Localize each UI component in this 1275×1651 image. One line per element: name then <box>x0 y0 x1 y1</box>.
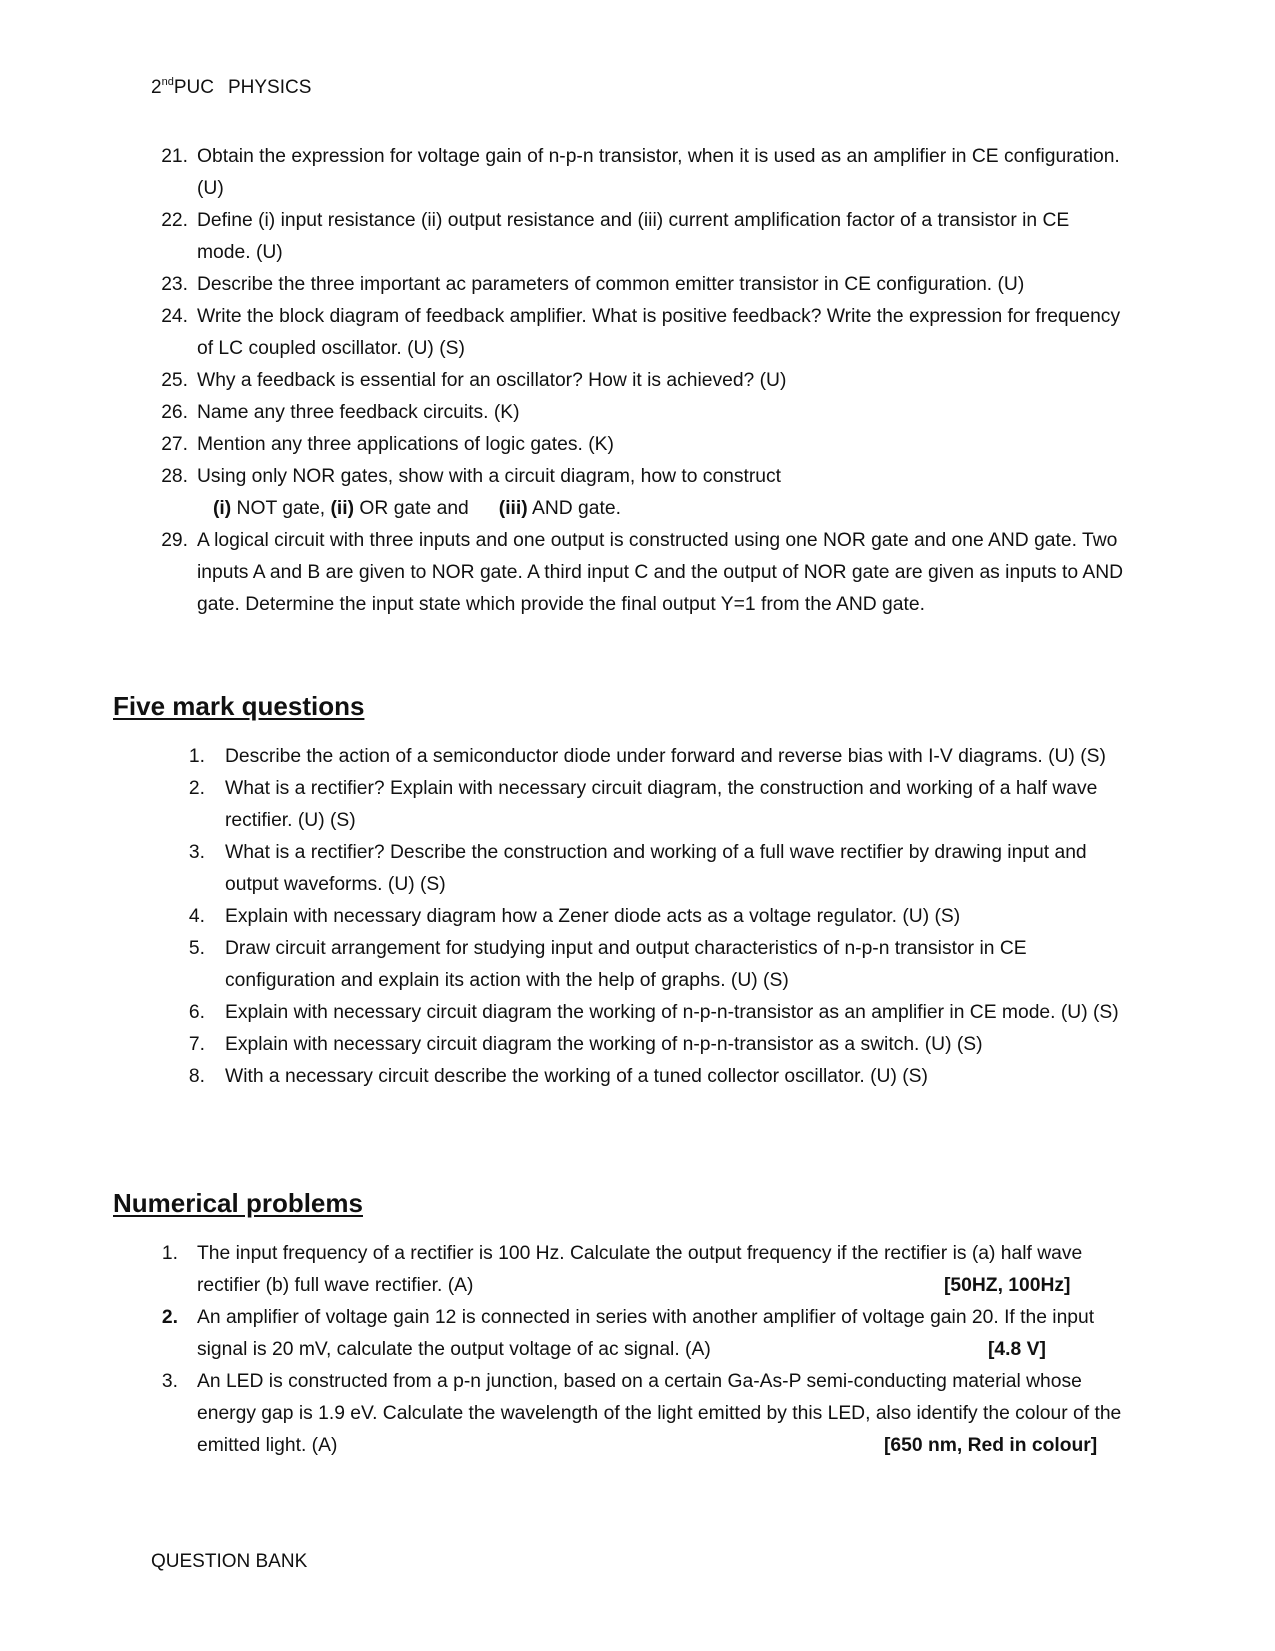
list-item <box>0 141 1275 205</box>
page-footer: QUESTION BANK <box>151 1551 308 1572</box>
list-item <box>0 1029 1275 1061</box>
item-number: 21. <box>161 146 188 167</box>
item-number: 3. <box>161 1371 178 1392</box>
option-iii-label: (iii) <box>498 498 528 519</box>
item-number: 22. <box>161 210 188 231</box>
list-item <box>0 365 1275 397</box>
item-number: 1. <box>188 746 205 767</box>
item-number: 7. <box>188 1034 205 1055</box>
header-course: PUC <box>173 77 214 98</box>
header-superscript: nd <box>161 76 174 88</box>
section-title-numerical: Numerical problems <box>113 1188 363 1218</box>
item-text: Explain with necessary diagram how a Zener diode acts as a voltage regulator. (U) (S) <box>225 906 961 927</box>
question-list-continued <box>0 141 1275 621</box>
item-number: 25. <box>161 370 188 391</box>
item-text: Describe the three important ac parameters of common emitter transistor in CE configuration. (U) <box>197 274 1025 295</box>
answer-key: [4.8 V] <box>988 1339 1046 1360</box>
item-number: 2. <box>188 778 205 799</box>
section-title-five-mark: Five mark questions <box>113 691 365 721</box>
item-number: 2. <box>161 1307 178 1328</box>
option-i-text: NOT gate, <box>231 498 331 519</box>
answer-key: [50HZ, 100Hz] <box>944 1275 1071 1296</box>
list-item <box>0 461 1275 525</box>
answer-key: [650 nm, Red in colour] <box>884 1435 1098 1456</box>
item-number: 6. <box>188 1002 205 1023</box>
header-prefix: 2 <box>151 77 162 98</box>
five-mark-question-list <box>0 741 1275 1093</box>
list-item <box>0 205 1275 269</box>
page-header <box>151 76 311 100</box>
item-text: Mention any three applications of logic gates. (K) <box>197 434 614 455</box>
list-item <box>0 1366 1275 1462</box>
item-text: What is a rectifier? Explain with necessary circuit diagram, the construction and working of a half wave rectifier. (U) (S) <box>225 778 1098 831</box>
item-text: What is a rectifier? Describe the construction and working of a full wave rectifier by drawing input and output waveforms. (U) (S) <box>225 842 1087 895</box>
item-text-main: Using only NOR gates, show with a circuit diagram, how to construct <box>197 466 782 487</box>
list-item <box>0 525 1275 621</box>
item-text: Explain with necessary circuit diagram the working of n-p-n-transistor as an amplifier in CE mode. (U) (S) <box>225 1002 1119 1023</box>
item-text: Obtain the expression for voltage gain of n-p-n transistor, when it is used as an amplifier in CE configuration. (U) <box>197 146 1120 199</box>
item-text: An amplifier of voltage gain 12 is connected in series with another amplifier of voltage gain 20. If the input signal is 20 mV, calculate the output voltage of ac signal. (A) <box>197 1307 1095 1360</box>
item-text: The input frequency of a rectifier is 100 Hz. Calculate the output frequency if the rectifier is (a) half wave rectifier (b) full wave rectifier. (A) <box>197 1243 1083 1296</box>
item-text: Define (i) input resistance (ii) output resistance and (iii) current amplification factor of a transistor in CE mode. (U) <box>197 210 1070 263</box>
item-number: 8. <box>188 1066 205 1087</box>
item-text: Describe the action of a semiconductor diode under forward and reverse bias with I-V diagrams. (U) (S) <box>225 746 1106 767</box>
list-item <box>0 1302 1275 1366</box>
list-item <box>0 997 1275 1029</box>
list-item <box>0 429 1275 461</box>
list-item <box>0 901 1275 933</box>
item-text: Why a feedback is essential for an oscillator? How it is achieved? (U) <box>197 370 787 391</box>
item-number: 26. <box>161 402 188 423</box>
item-number: 28. <box>161 466 188 487</box>
option-iii-text: AND gate. <box>527 498 621 519</box>
list-item <box>0 773 1275 837</box>
option-i-label: (i) <box>213 498 232 519</box>
list-item <box>0 741 1275 773</box>
list-item <box>0 397 1275 429</box>
header-subject: PHYSICS <box>227 77 312 98</box>
list-item <box>0 1238 1275 1302</box>
item-number: 4. <box>188 906 205 927</box>
item-text: With a necessary circuit describe the working of a tuned collector oscillator. (U) (S) <box>225 1066 928 1087</box>
item-number: 27. <box>161 434 188 455</box>
item-text: An LED is constructed from a p-n junction, based on a certain Ga-As-P semi-conducting material whose energy gap is 1.9 eV. Calculate the wavelength of the light emitted by this LED, also identify the colour of the emitted light. (A) <box>197 1371 1122 1456</box>
list-item <box>0 837 1275 901</box>
item-number: 24. <box>161 306 188 327</box>
item-number: 5. <box>188 938 205 959</box>
list-item <box>0 1061 1275 1093</box>
item-text: Explain with necessary circuit diagram the working of n-p-n-transistor as a switch. (U) (S) <box>225 1034 983 1055</box>
gate-options <box>197 493 1127 525</box>
list-item <box>0 269 1275 301</box>
item-number: 29. <box>161 530 188 551</box>
item-number: 3. <box>188 842 205 863</box>
item-number: 1. <box>161 1243 178 1264</box>
list-item <box>0 933 1275 997</box>
item-number: 23. <box>161 274 188 295</box>
item-text: Name any three feedback circuits. (K) <box>197 402 520 423</box>
item-text: A logical circuit with three inputs and one output is constructed using one NOR gate and one AND gate. Two inputs A and B are given to NOR gate. A third input C and the output of NOR gate are given as inputs to AND gate. Determine the input state which provide the final output Y=1 from the AND gate. <box>197 530 1124 615</box>
item-text <box>197 461 1127 525</box>
item-text: Write the block diagram of feedback amplifier. What is positive feedback? Write the expression for frequency of LC coupled oscillator. (U) (S) <box>197 306 1121 359</box>
item-text: Draw circuit arrangement for studying input and output characteristics of n-p-n transistor in CE configuration and explain its action with the help of graphs. (U) (S) <box>225 938 1027 991</box>
option-ii-text: OR gate and <box>354 498 469 519</box>
list-item <box>0 301 1275 365</box>
numerical-problem-list <box>0 1238 1275 1462</box>
option-ii-label: (ii) <box>330 498 355 519</box>
